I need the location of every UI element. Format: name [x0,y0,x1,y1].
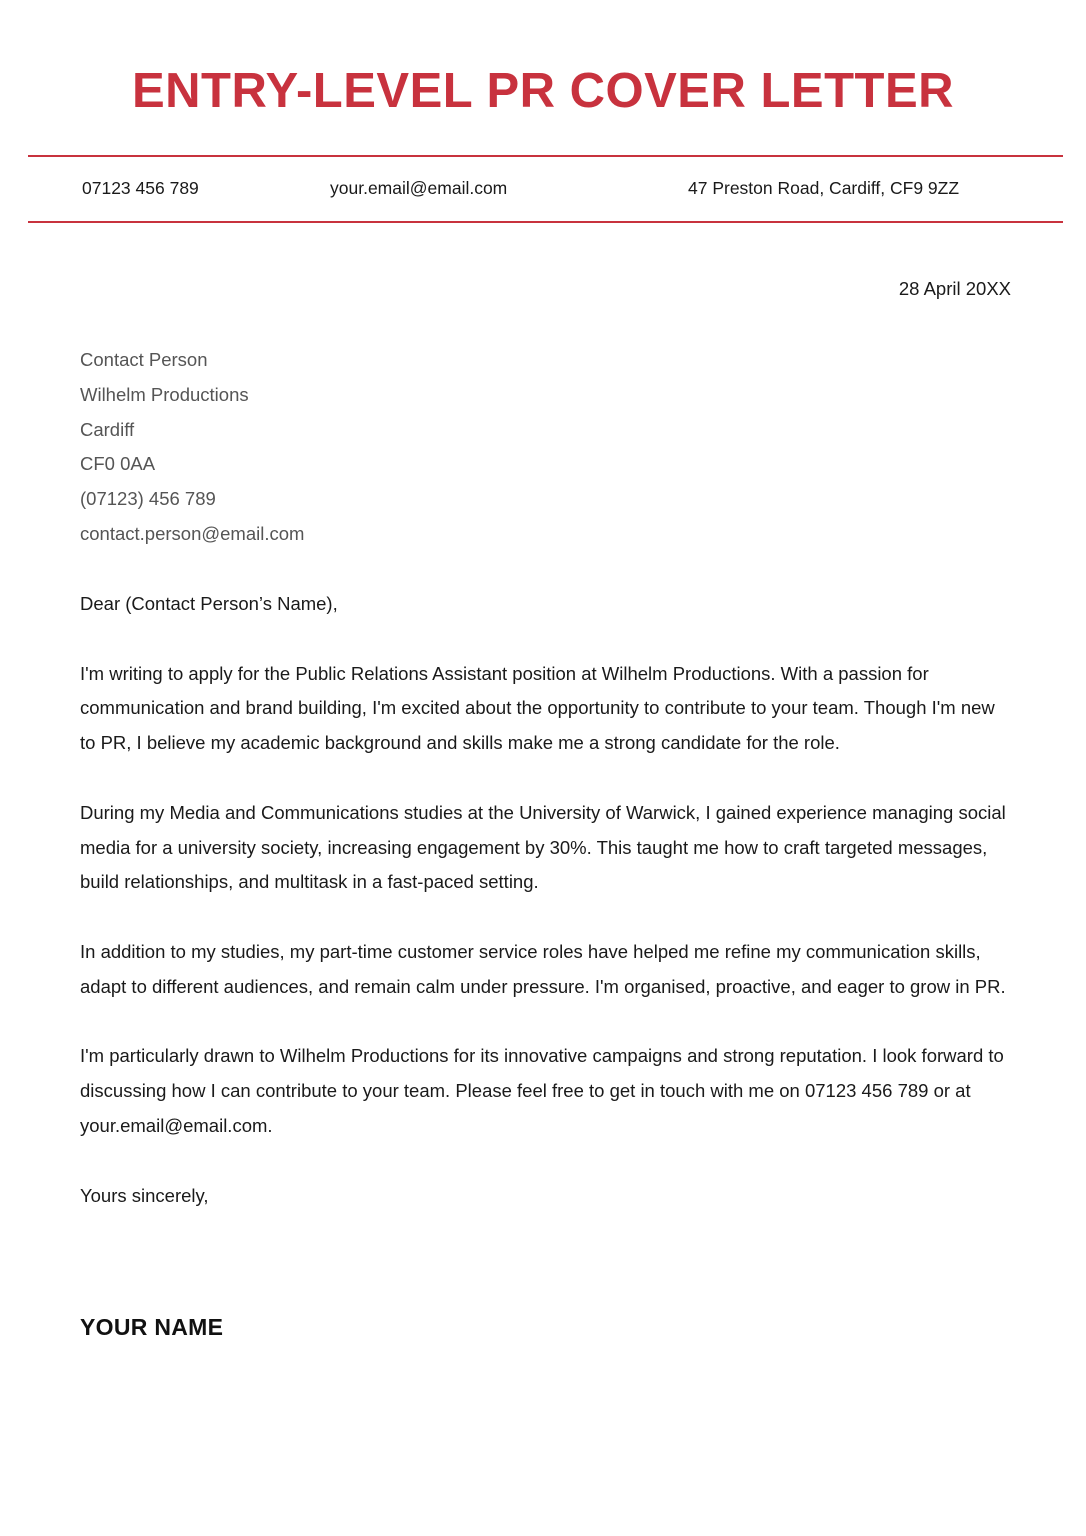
salutation: Dear (Contact Person’s Name), [80,593,338,614]
recipient-block [80,343,304,552]
body-paragraph-4: I'm particularly drawn to Wilhelm Productions for its innovative campaigns and strong reputation. I look forward to discussing how I can contribute to your team. Please feel free to get in touch with me on 07123 456 789 or at your.email@email.com. [80,1045,1004,1136]
header-rule-top [28,155,1063,157]
letter-title: ENTRY-LEVEL PR COVER LETTER [131,64,955,118]
recipient-company: Wilhelm Productions [80,383,249,405]
recipient-name: Contact Person [80,349,208,370]
sender-phone: 07123 456 789 [82,178,199,198]
sender-email: your.email@email.com [330,178,508,198]
letter-date: 28 April 20XX [898,278,1011,299]
recipient-email: contact.person@email.com [80,522,305,544]
body-paragraph-2: During my Media and Communications studies at the University of Warwick, I gained experience managing social media for a university society, increasing engagement by 30%. This taught me how to craft targeted messages, build relationships, and multitask in a fast-paced setting. [80,801,1006,893]
letter-body [80,587,1015,1248]
recipient-city: Cardiff [80,418,135,440]
closing: Yours sincerely, [80,1184,209,1206]
sender-address: 47 Preston Road, Cardiff, CF9 9ZZ [688,178,960,198]
header-rule-bottom [28,221,1063,223]
body-paragraph-3: In addition to my studies, my part-time customer service roles have helped me refine my communication skills, adapt to different audiences, and remain calm under pressure. I'm organised, proactive, and eager to grow in PR. [80,940,1006,997]
body-paragraph-1: I'm writing to apply for the Public Relations Assistant position at Wilhelm Productions. With a passion for communication and brand building, I'm excited about the opportunity to contribute to your team. Though I'm new to PR, I believe my academic background and skills make me a strong candidate for the role. [80,662,995,754]
recipient-phone: (07123) 456 789 [80,488,216,510]
signature-name: YOUR NAME [80,1314,224,1340]
recipient-postcode: CF0 0AA [80,453,156,475]
contact-bar [0,172,1086,206]
